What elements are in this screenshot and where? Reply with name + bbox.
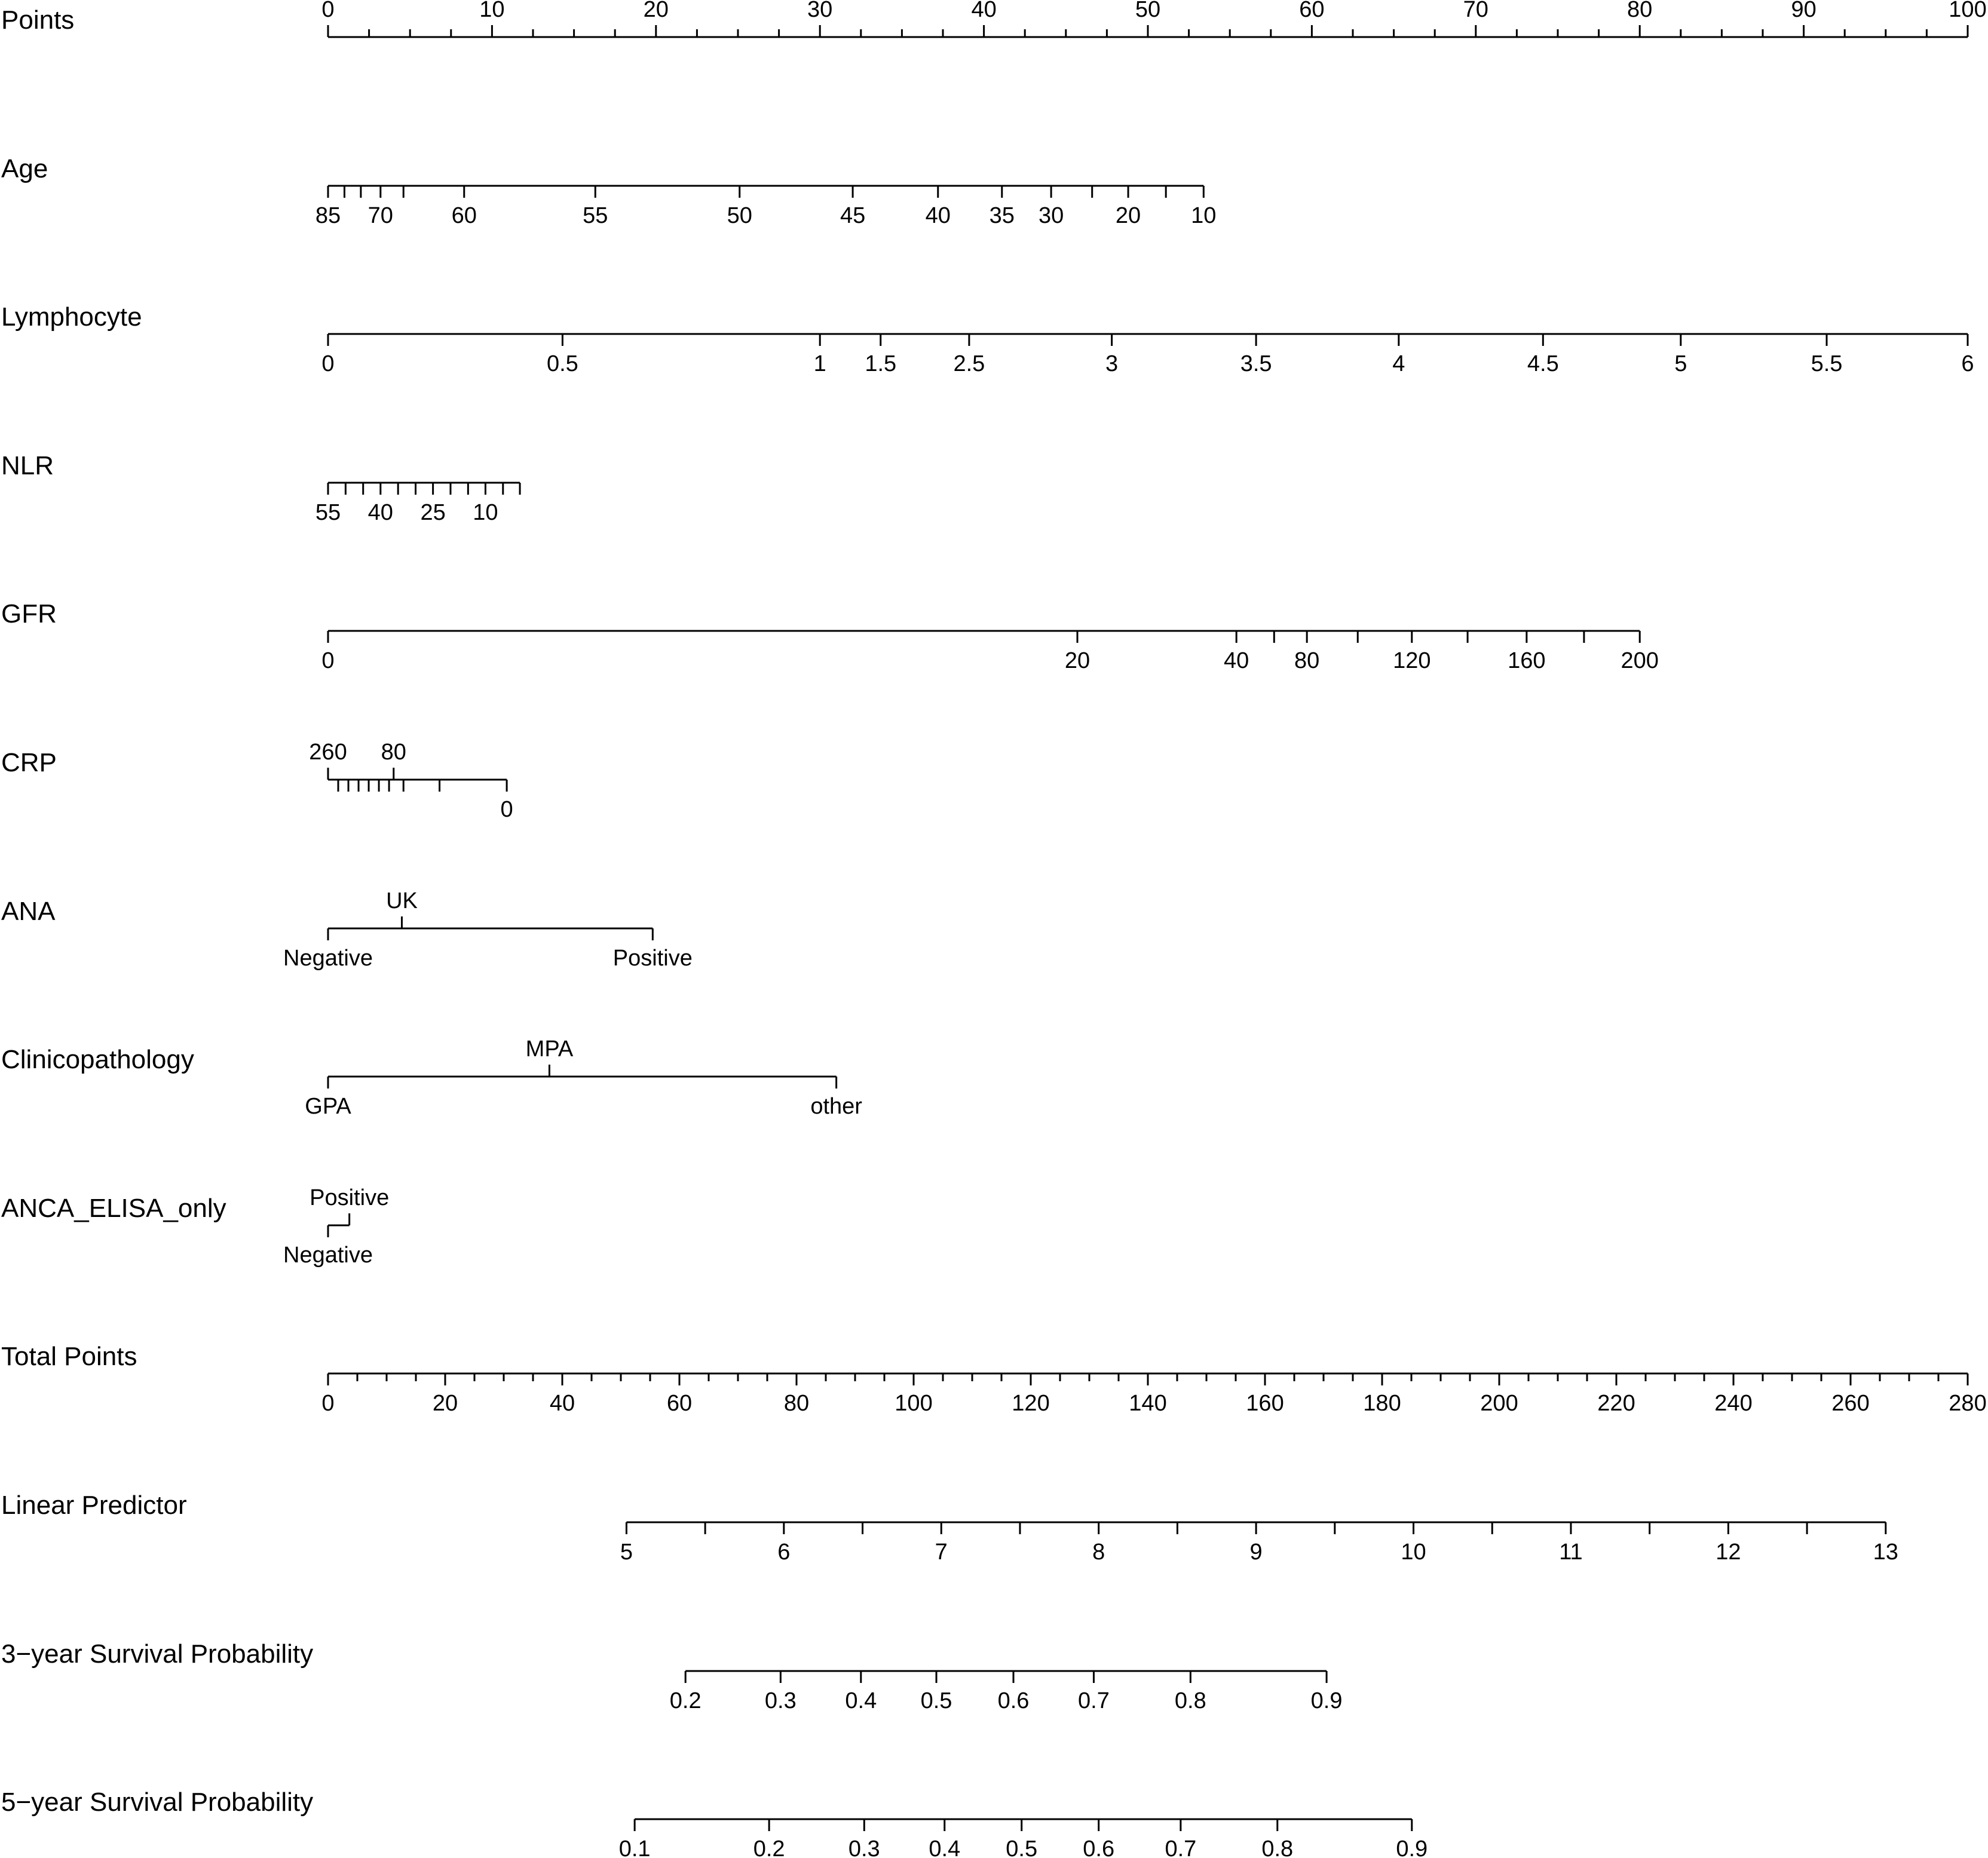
tick-label-total-13: 260 xyxy=(1831,1391,1870,1416)
tick-label-surv3-7: 0.9 xyxy=(1310,1688,1343,1713)
tick-label-lp-0: 5 xyxy=(620,1540,633,1565)
tick-label-clinicopathology-1: MPA xyxy=(525,1037,574,1062)
tick-label-lymphocyte-9: 5 xyxy=(1674,351,1687,376)
tick-label-age-7: 50 xyxy=(727,203,752,228)
tick-label-surv5-5: 0.6 xyxy=(1083,1836,1115,1858)
tick-label-gfr-1: 20 xyxy=(1064,648,1091,673)
row-label-clinicopathology: Clinicopathology xyxy=(1,1045,194,1074)
row-ana xyxy=(1,888,693,971)
row-anca xyxy=(1,1185,389,1268)
tick-label-age-5: 60 xyxy=(451,203,477,228)
tick-label-surv3-4: 0.6 xyxy=(997,1688,1030,1713)
row-lymphocyte xyxy=(1,302,1974,376)
tick-label-points-6: 60 xyxy=(1299,0,1325,22)
tick-label-total-14: 280 xyxy=(1949,1391,1987,1416)
tick-label-age-15: 10 xyxy=(1191,203,1217,228)
tick-label-total-3: 60 xyxy=(666,1391,693,1416)
tick-label-age-9: 40 xyxy=(925,203,951,228)
tick-label-lymphocyte-1: 0.5 xyxy=(546,351,578,376)
row-label-ana: ANA xyxy=(1,897,56,926)
tick-label-surv5-6: 0.7 xyxy=(1165,1836,1197,1858)
tick-label-total-8: 160 xyxy=(1246,1391,1284,1416)
tick-label-nlr-3: 40 xyxy=(367,500,393,525)
row-clinicopathology xyxy=(1,1037,862,1119)
tick-label-crp-10: 0 xyxy=(500,797,513,822)
row-label-total: Total Points xyxy=(1,1342,137,1371)
tick-label-total-0: 0 xyxy=(321,1391,335,1416)
tick-label-points-0: 0 xyxy=(321,0,335,22)
tick-label-total-10: 200 xyxy=(1480,1391,1518,1416)
tick-label-gfr-8: 160 xyxy=(1508,648,1546,673)
tick-label-points-2: 20 xyxy=(643,0,669,22)
row-label-crp: CRP xyxy=(1,748,57,777)
tick-label-age-8: 45 xyxy=(840,203,866,228)
tick-label-points-5: 50 xyxy=(1135,0,1161,22)
tick-label-lymphocyte-11: 6 xyxy=(1961,351,1974,376)
row-label-anca: ANCA_ELISA_only xyxy=(1,1194,226,1223)
tick-label-ana-0: Negative xyxy=(283,946,373,971)
tick-label-total-2: 40 xyxy=(549,1391,575,1416)
tick-label-lymphocyte-5: 3 xyxy=(1105,351,1119,376)
tick-label-total-12: 240 xyxy=(1714,1391,1753,1416)
tick-label-points-9: 90 xyxy=(1791,0,1817,22)
tick-label-crp-0: 260 xyxy=(309,740,347,765)
tick-label-age-13: 20 xyxy=(1115,203,1141,228)
row-nlr xyxy=(1,451,520,525)
tick-label-lp-12: 11 xyxy=(1559,1540,1583,1565)
row-label-lp: Linear Predictor xyxy=(1,1491,187,1520)
tick-label-total-4: 80 xyxy=(783,1391,810,1416)
tick-label-points-4: 40 xyxy=(971,0,997,22)
tick-label-total-5: 100 xyxy=(895,1391,933,1416)
tick-label-surv3-2: 0.4 xyxy=(845,1688,877,1713)
tick-label-surv3-6: 0.8 xyxy=(1174,1688,1206,1713)
tick-label-lp-10: 10 xyxy=(1401,1540,1426,1565)
tick-label-clinicopathology-2: other xyxy=(810,1094,862,1119)
row-label-surv5: 5−year Survival Probability xyxy=(1,1788,314,1817)
tick-label-clinicopathology-0: GPA xyxy=(305,1094,351,1119)
tick-label-gfr-4: 80 xyxy=(1294,648,1320,673)
tick-label-surv5-4: 0.5 xyxy=(1006,1836,1038,1858)
row-gfr xyxy=(1,599,1659,673)
tick-label-age-3: 70 xyxy=(367,203,393,228)
tick-label-age-0: 85 xyxy=(315,203,341,228)
tick-label-lp-14: 12 xyxy=(1716,1540,1741,1565)
tick-label-lymphocyte-8: 4.5 xyxy=(1527,351,1559,376)
row-label-gfr: GFR xyxy=(1,599,57,628)
row-label-nlr: NLR xyxy=(1,451,54,480)
row-label-surv3: 3−year Survival Probability xyxy=(1,1639,314,1669)
tick-label-surv5-8: 0.9 xyxy=(1396,1836,1428,1858)
tick-label-lymphocyte-2: 1 xyxy=(813,351,826,376)
tick-label-surv5-1: 0.2 xyxy=(753,1836,785,1858)
tick-label-lp-4: 7 xyxy=(935,1540,948,1565)
tick-label-ana-1: UK xyxy=(386,888,418,913)
tick-label-gfr-0: 0 xyxy=(321,648,335,673)
tick-label-points-10: 100 xyxy=(1949,0,1987,22)
tick-label-gfr-6: 120 xyxy=(1393,648,1431,673)
tick-label-lymphocyte-4: 2.5 xyxy=(953,351,985,376)
row-crp xyxy=(1,740,513,822)
tick-label-nlr-9: 10 xyxy=(473,500,498,525)
tick-label-surv3-3: 0.5 xyxy=(920,1688,952,1713)
tick-label-total-1: 20 xyxy=(432,1391,458,1416)
row-points xyxy=(1,0,1987,37)
row-lp xyxy=(1,1491,1898,1565)
tick-label-age-11: 30 xyxy=(1038,203,1064,228)
tick-label-surv5-0: 0.1 xyxy=(618,1836,651,1858)
tick-label-age-6: 55 xyxy=(583,203,608,228)
tick-label-points-7: 70 xyxy=(1463,0,1488,22)
tick-label-total-9: 180 xyxy=(1363,1391,1401,1416)
tick-label-total-11: 220 xyxy=(1597,1391,1635,1416)
tick-label-surv5-3: 0.4 xyxy=(929,1836,961,1858)
row-total xyxy=(1,1342,1987,1416)
tick-label-points-3: 30 xyxy=(807,0,833,22)
tick-label-lymphocyte-7: 4 xyxy=(1392,351,1405,376)
tick-label-points-8: 80 xyxy=(1627,0,1653,22)
row-surv5 xyxy=(1,1788,1428,1858)
tick-label-gfr-2: 40 xyxy=(1224,648,1249,673)
tick-label-lp-6: 8 xyxy=(1092,1540,1105,1565)
row-surv3 xyxy=(1,1639,1343,1713)
tick-label-lymphocyte-10: 5.5 xyxy=(1811,351,1843,376)
tick-label-lymphocyte-3: 1.5 xyxy=(865,351,897,376)
row-label-points: Points xyxy=(1,5,75,35)
row-label-age: Age xyxy=(1,154,48,183)
tick-label-points-1: 10 xyxy=(479,0,505,22)
tick-label-lp-16: 13 xyxy=(1873,1540,1898,1565)
tick-label-total-6: 120 xyxy=(1012,1391,1050,1416)
tick-label-surv5-2: 0.3 xyxy=(848,1836,880,1858)
tick-label-lp-2: 6 xyxy=(777,1540,791,1565)
tick-label-lymphocyte-6: 3.5 xyxy=(1240,351,1272,376)
tick-label-anca-1: Positive xyxy=(310,1185,390,1210)
tick-label-ana-2: Positive xyxy=(612,946,693,971)
tick-label-surv3-1: 0.3 xyxy=(764,1688,797,1713)
row-label-lymphocyte: Lymphocyte xyxy=(1,302,142,332)
tick-label-nlr-0: 55 xyxy=(315,500,341,525)
tick-label-gfr-10: 200 xyxy=(1621,648,1659,673)
row-age xyxy=(1,154,1216,228)
tick-label-crp-7: 80 xyxy=(381,740,406,765)
tick-label-total-7: 140 xyxy=(1129,1391,1167,1416)
tick-label-age-10: 35 xyxy=(989,203,1015,228)
tick-label-surv5-7: 0.8 xyxy=(1261,1836,1294,1858)
tick-label-nlr-6: 25 xyxy=(420,500,446,525)
tick-label-lymphocyte-0: 0 xyxy=(321,351,335,376)
tick-label-surv3-0: 0.2 xyxy=(669,1688,702,1713)
tick-label-lp-8: 9 xyxy=(1249,1540,1263,1565)
tick-label-anca-0: Negative xyxy=(283,1243,373,1268)
tick-label-surv3-5: 0.7 xyxy=(1078,1688,1110,1713)
